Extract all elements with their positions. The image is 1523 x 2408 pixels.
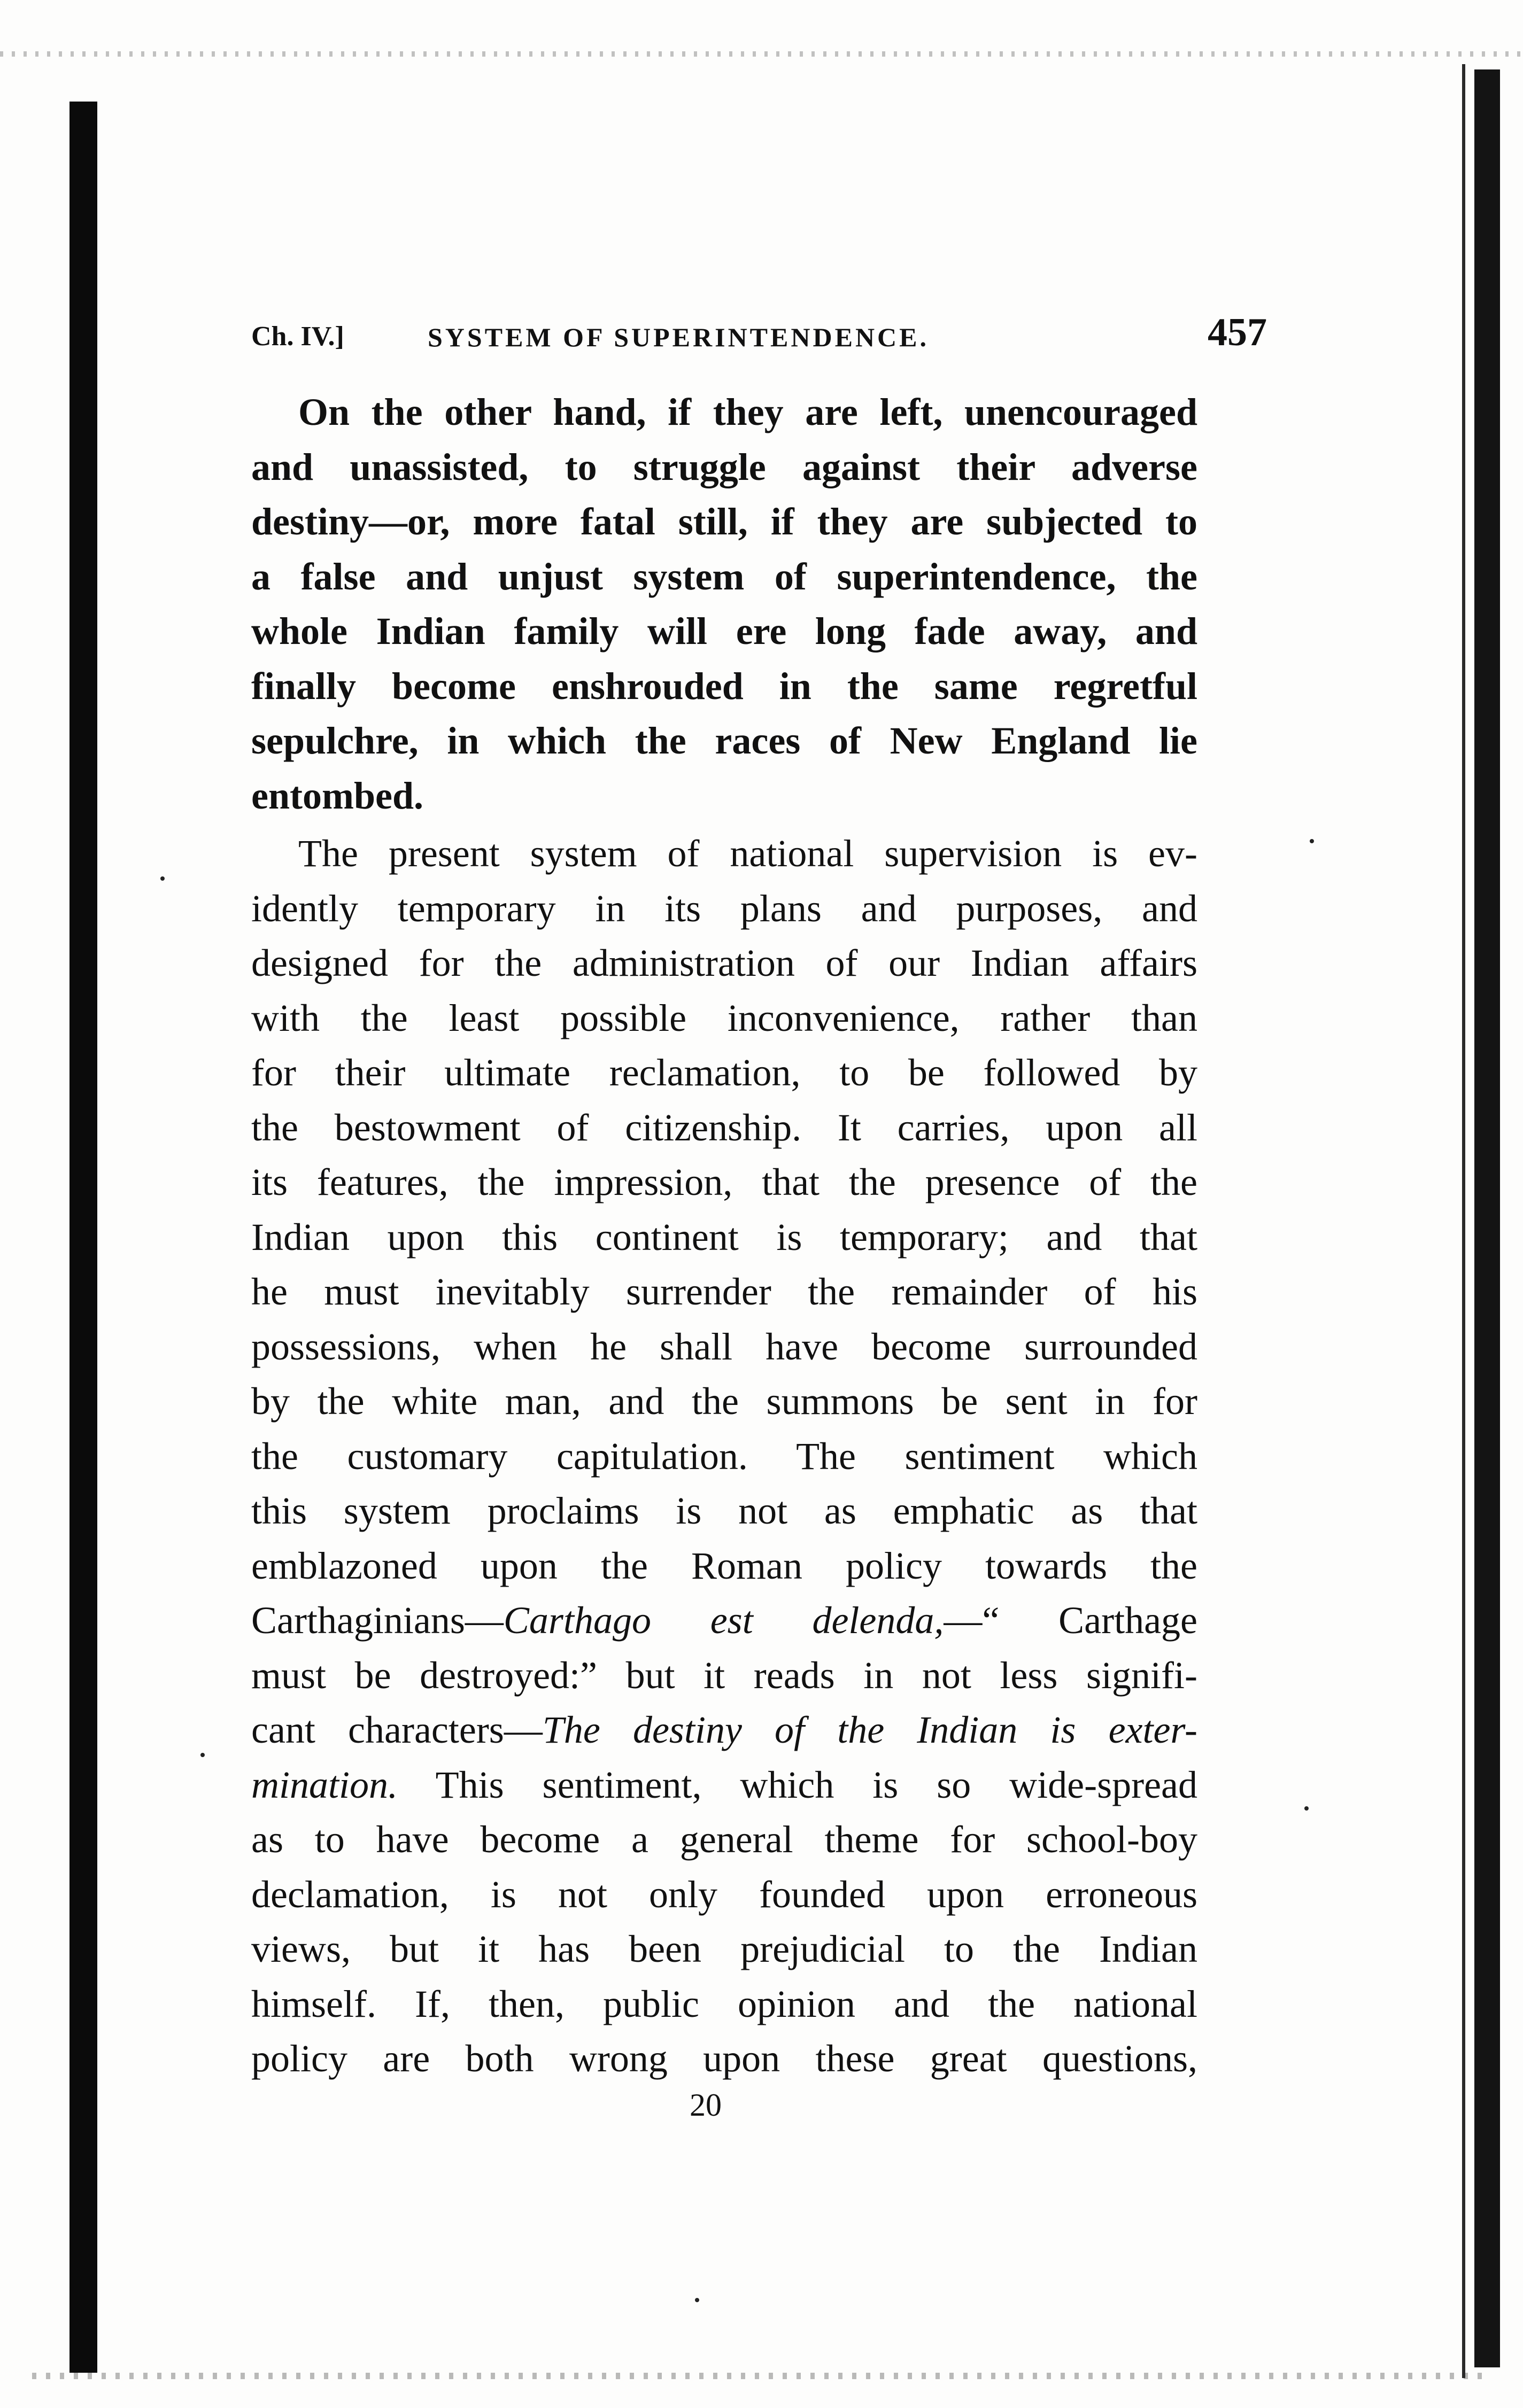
- text-line: entombed.: [251, 774, 423, 817]
- ink-speck: [160, 876, 165, 881]
- ink-speck: [1304, 1806, 1309, 1811]
- ink-speck: [695, 2298, 699, 2302]
- text-line: with the least possible inconvenience, rather than: [251, 996, 1197, 1039]
- top-scan-edge: [0, 51, 1523, 57]
- signature-mark: 20: [690, 2087, 722, 2123]
- text-line: as to have become a general theme for school-boy: [251, 1818, 1197, 1861]
- paragraph-1: [251, 385, 1197, 823]
- text-line: this system proclaims is not as emphatic as that: [251, 1489, 1197, 1532]
- text-line: he must inevitably surrender the remainder of his: [251, 1270, 1197, 1313]
- running-title: SYSTEM OF SUPERINTENDENCE.: [428, 322, 930, 352]
- text-line: by the white man, and the summons be sent in for: [251, 1380, 1197, 1423]
- latin-quote: Carthago est delenda,: [503, 1599, 944, 1642]
- italic-phrase: mination.: [251, 1763, 398, 1806]
- text-line: must be destroyed:” but it reads in not less signifi-: [251, 1653, 1197, 1697]
- text-run: Carthaginians—: [251, 1599, 504, 1642]
- text-line-with-italic: [251, 1593, 1197, 1648]
- text-line: The present system of national supervision is ev-: [298, 832, 1197, 875]
- bottom-scan-edge: [32, 2373, 1486, 2379]
- text-line: sepulchre, in which the races of New England lie: [251, 719, 1197, 762]
- text-run: cant characters—: [251, 1708, 543, 1751]
- chapter-label: Ch. IV.]: [251, 321, 344, 352]
- text-line: designed for the administration of our Indian affairs: [251, 942, 1197, 984]
- text-line: a false and unjust system of superintendence, the: [251, 555, 1197, 598]
- ink-speck: [1310, 839, 1314, 843]
- text-line-with-italic: [251, 1703, 1197, 1758]
- text-line: views, but it has been prejudicial to the Indian: [251, 1928, 1197, 1970]
- body-text: [251, 385, 1197, 2086]
- text-line: emblazoned upon the Roman policy towards the: [251, 1544, 1197, 1587]
- ink-speck: [200, 1753, 205, 1757]
- page-number: 457: [1208, 310, 1267, 354]
- text-run: —“ Carthage: [944, 1599, 1197, 1642]
- text-line: policy are both wrong upon these great questions,: [251, 2037, 1197, 2080]
- text-line: On the other hand, if they are left, unencouraged: [298, 391, 1197, 433]
- running-header: [251, 310, 1267, 358]
- text-line: declamation, is not only founded upon erroneous: [251, 1873, 1197, 1916]
- left-binding-shadow: [69, 102, 97, 2373]
- text-run: This sentiment, which is so wide-spread: [398, 1763, 1197, 1806]
- right-page-edge-line: [1462, 64, 1465, 2378]
- text-line: idently temporary in its plans and purposes, and: [251, 887, 1197, 930]
- text-line: himself. If, then, public opinion and the national: [251, 1982, 1197, 2025]
- text-line: its features, the impression, that the presence of the: [251, 1161, 1197, 1203]
- text-line: possessions, when he shall have become surrounded: [251, 1325, 1197, 1368]
- text-line: the customary capitulation. The sentiment which: [251, 1434, 1197, 1478]
- paragraph-2: [251, 826, 1197, 2086]
- text-line: and unassisted, to struggle against their adverse: [251, 445, 1197, 488]
- text-line: the bestowment of citizenship. It carries, upon all: [251, 1106, 1197, 1149]
- text-line-with-italic: [251, 1758, 1197, 1813]
- text-line: Indian upon this continent is temporary; and that: [251, 1215, 1197, 1259]
- text-line: finally become enshrouded in the same regretful: [251, 664, 1197, 708]
- right-binding-shadow: [1474, 69, 1500, 2367]
- text-line: destiny—or, more fatal still, if they are subjected to: [251, 500, 1197, 543]
- text-line: whole Indian family will ere long fade away, and: [251, 610, 1197, 653]
- text-line: for their ultimate reclamation, to be followed by: [251, 1051, 1197, 1094]
- italic-phrase: The destiny of the Indian is exter-: [542, 1708, 1197, 1751]
